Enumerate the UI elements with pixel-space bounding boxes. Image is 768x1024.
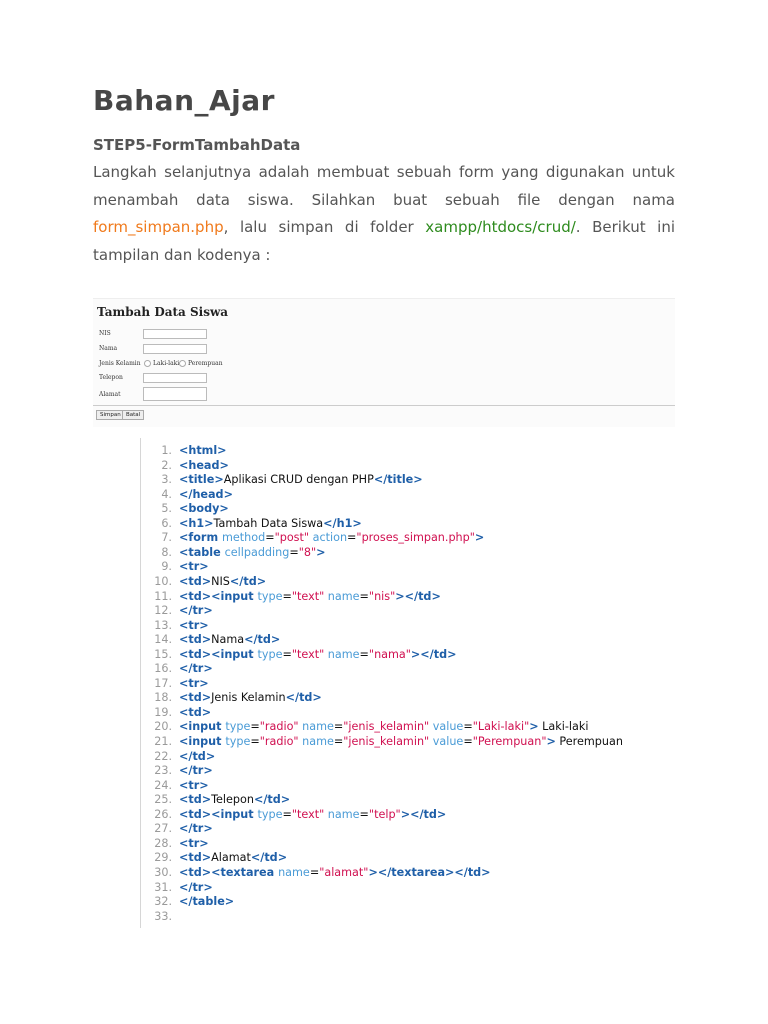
code-token-txt: =	[289, 545, 299, 559]
code-line	[141, 604, 213, 619]
code-token-tag: <td>	[179, 691, 212, 705]
code-line	[141, 764, 213, 779]
code-token-tag: <td><input	[179, 807, 258, 821]
code-line	[141, 459, 229, 474]
code-token-attr: value	[429, 720, 464, 734]
code-token-tag: </td>	[285, 691, 322, 705]
code-token-val: "proses_simpan.php"	[356, 531, 475, 545]
simpan-button: Simpan	[96, 410, 125, 420]
code-token-tag: </td>	[253, 793, 291, 807]
paragraph-text-1: Langkah selanjutnya adalah membuat sebuah form yang digunakan untuk menambah data siswa. Silahkan buat sebuah file dengan nama	[93, 163, 675, 209]
code-token-tag: <tr>	[179, 836, 209, 850]
code-token-txt: =	[359, 589, 369, 603]
code-token-val: "radio"	[259, 735, 299, 748]
code-token-txt: =	[265, 531, 275, 545]
code-token-txt: =	[309, 865, 320, 879]
code-token-tag: ></td>	[400, 807, 447, 821]
filename-highlight: form_simpan.php	[93, 218, 224, 236]
line-number: 3.	[161, 473, 172, 487]
code-token-tag: </head>	[179, 487, 233, 501]
code-token-tag: </td>	[250, 851, 288, 865]
code-line	[141, 546, 326, 561]
code-token-attr: action	[309, 531, 348, 545]
paragraph-text-3: . Berikut ini tampilan dan kodenya :	[93, 218, 675, 264]
line-number: 27.	[154, 822, 172, 836]
code-token-tag: <td><textarea	[179, 865, 279, 879]
telepon-input	[143, 373, 207, 383]
code-token-tag: <form	[179, 531, 222, 545]
line-number: 23.	[154, 764, 172, 778]
code-line	[141, 851, 287, 866]
code-line	[141, 488, 233, 503]
code-token-txt: =	[359, 647, 369, 661]
code-token-tag: <tr>	[179, 676, 209, 690]
code-token-txt: Alamat	[211, 851, 251, 865]
radio-label-perempuan: Perempuan	[188, 360, 223, 367]
code-line	[141, 502, 229, 517]
code-token-tag: </tr>	[179, 880, 213, 894]
code-token-attr: value	[429, 735, 464, 748]
code-token-attr: type	[257, 589, 283, 603]
code-token-tag: >	[529, 720, 539, 734]
label-nama: Nama	[99, 345, 118, 352]
code-token-tag: >	[316, 545, 326, 559]
code-line	[141, 779, 209, 794]
code-token-val: "text"	[291, 807, 325, 821]
code-token-tag: >	[546, 735, 556, 748]
code-token-tag: <head>	[179, 458, 229, 472]
line-number: 1.	[161, 444, 172, 457]
code-token-tag: <tr>	[179, 560, 209, 574]
code-token-tag: <td>	[179, 793, 212, 807]
line-number: 29.	[154, 851, 172, 865]
line-number: 17.	[154, 676, 172, 690]
code-token-txt: NIS	[211, 574, 230, 588]
label-alamat: Alamat	[99, 391, 121, 398]
code-token-tag: </tr>	[179, 604, 213, 618]
code-line	[141, 677, 209, 692]
code-token-val: "post"	[274, 531, 310, 545]
code-token-txt: =	[359, 807, 369, 821]
line-number: 11.	[154, 589, 172, 603]
line-number: 33.	[154, 909, 172, 923]
code-token-tag: <title>	[179, 473, 224, 487]
line-number: 14.	[154, 633, 172, 647]
code-token-txt: Telepon	[211, 793, 254, 807]
code-token-txt: =	[250, 720, 260, 734]
code-token-attr: name	[324, 589, 360, 603]
alamat-textarea	[143, 387, 207, 401]
code-token-attr: type	[257, 807, 283, 821]
code-line	[141, 895, 234, 910]
form-screenshot	[93, 298, 675, 427]
line-number: 4.	[161, 487, 172, 501]
code-line	[141, 720, 588, 735]
code-token-tag: <input	[179, 720, 226, 734]
code-line	[141, 444, 227, 459]
radio-laki-laki	[144, 360, 151, 367]
line-number: 8.	[161, 545, 172, 559]
code-line	[141, 575, 266, 590]
code-line	[141, 560, 209, 575]
code-token-val: "jenis_kelamin"	[343, 720, 430, 734]
line-number: 25.	[154, 793, 172, 807]
code-token-txt: =	[282, 647, 292, 661]
code-token-txt: Perempuan	[555, 735, 623, 748]
batal-button: Batal	[122, 410, 144, 420]
paragraph-text-2: , lalu simpan di folder	[223, 218, 426, 236]
code-token-val: "telp"	[368, 807, 401, 821]
code-token-tag: </tr>	[179, 662, 213, 676]
code-line	[141, 808, 446, 823]
code-token-txt: =	[282, 589, 292, 603]
page-title: Bahan_Ajar	[93, 84, 275, 117]
step-heading: STEP5-FormTambahData	[93, 136, 301, 154]
line-number: 21.	[154, 735, 172, 748]
code-token-attr: method	[222, 531, 266, 545]
code-token-tag: <td>	[179, 633, 212, 647]
nama-input	[143, 344, 207, 354]
code-token-tag: <td>	[179, 574, 212, 588]
code-token-tag: <h1>	[179, 516, 214, 530]
radio-label-laki-laki: Laki-laki	[153, 360, 180, 367]
code-token-tag: <input	[179, 735, 226, 748]
code-token-attr: name	[278, 865, 310, 879]
code-token-attr: name	[324, 807, 360, 821]
code-token-attr: type	[225, 735, 251, 748]
code-token-attr: type	[225, 720, 251, 734]
code-line	[141, 633, 280, 648]
code-token-attr: name	[298, 720, 334, 734]
line-number: 12.	[154, 604, 172, 618]
radio-perempuan	[179, 360, 186, 367]
code-token-tag: <table	[179, 545, 225, 559]
code-token-val: "nis"	[368, 589, 396, 603]
form-divider	[93, 405, 675, 406]
line-number: 32.	[154, 895, 172, 909]
line-number: 26.	[154, 807, 172, 821]
code-token-val: "text"	[291, 589, 325, 603]
code-token-txt: Tambah Data Siswa	[213, 516, 324, 530]
line-number: 19.	[154, 705, 172, 719]
code-token-val: "Perempuan"	[472, 735, 547, 748]
code-token-tag: </td>	[179, 749, 216, 763]
code-token-val: "alamat"	[319, 865, 369, 879]
code-token-attr: name	[298, 735, 334, 748]
code-token-tag: ></td>	[410, 647, 457, 661]
code-token-txt: =	[333, 735, 344, 748]
label-nis: NIS	[99, 330, 111, 337]
code-line	[141, 793, 290, 808]
code-line	[141, 691, 322, 706]
code-token-tag: <td><input	[179, 647, 258, 661]
line-number: 30.	[154, 865, 172, 879]
code-listing	[140, 438, 681, 928]
code-token-tag: ></textarea></td>	[368, 865, 491, 879]
code-token-txt: =	[250, 735, 260, 748]
code-token-txt: =	[333, 720, 344, 734]
code-line	[141, 662, 213, 677]
form-title: Tambah Data Siswa	[97, 305, 229, 319]
code-token-tag: <tr>	[179, 618, 209, 632]
code-token-tag: </td>	[244, 633, 281, 647]
code-token-tag: >	[474, 531, 485, 545]
code-token-tag: <td>	[179, 705, 212, 719]
code-line	[141, 750, 215, 765]
line-number: 20.	[154, 720, 172, 734]
code-token-tag: </td>	[229, 574, 267, 588]
line-number: 15.	[154, 647, 172, 661]
code-token-attr: cellpadding	[224, 545, 290, 559]
code-token-txt: =	[463, 720, 473, 734]
code-token-tag: </tr>	[179, 822, 213, 836]
intro-paragraph	[93, 159, 675, 269]
code-line	[141, 706, 211, 721]
line-number: 6.	[161, 516, 172, 530]
code-token-attr: type	[257, 647, 283, 661]
code-line	[141, 517, 362, 532]
code-token-tag: </table>	[179, 895, 235, 909]
code-token-txt: Jenis Kelamin	[211, 691, 286, 705]
code-token-txt: =	[463, 735, 473, 748]
line-number: 10.	[154, 574, 172, 588]
code-token-tag: ></td>	[395, 589, 441, 603]
code-line	[141, 619, 209, 634]
line-number: 7.	[161, 531, 172, 545]
line-number: 2.	[161, 458, 172, 472]
label-telepon: Telepon	[99, 374, 123, 381]
code-token-tag: <html>	[179, 444, 227, 457]
label-jenis-kelamin: Jenis Kelamin	[99, 360, 141, 367]
code-token-tag: <body>	[179, 502, 229, 516]
code-token-txt: Laki-laki	[538, 720, 589, 734]
code-line	[141, 590, 441, 605]
line-number: 13.	[154, 618, 172, 632]
line-number: 22.	[154, 749, 172, 763]
line-number: 18.	[154, 691, 172, 705]
code-token-txt: =	[347, 531, 357, 545]
line-number: 24.	[154, 778, 172, 792]
code-token-attr: name	[324, 647, 360, 661]
code-token-tag: <td>	[179, 851, 212, 865]
code-line	[141, 866, 491, 881]
code-token-val: "jenis_kelamin"	[343, 735, 430, 748]
code-line	[141, 531, 484, 546]
code-token-tag: </tr>	[179, 764, 213, 778]
code-line	[141, 473, 423, 488]
nis-input	[143, 329, 207, 339]
code-token-tag: </title>	[373, 473, 423, 487]
line-number: 5.	[161, 502, 172, 516]
code-line	[141, 648, 457, 663]
code-line	[141, 910, 179, 925]
line-number: 31.	[154, 880, 172, 894]
code-token-val: "radio"	[259, 720, 299, 734]
code-token-tag: <td><input	[179, 589, 258, 603]
code-token-txt: =	[282, 807, 292, 821]
code-token-tag: </h1>	[323, 516, 362, 530]
code-line	[141, 822, 213, 837]
code-token-txt: Nama	[211, 633, 245, 647]
code-token-val: "8"	[298, 545, 317, 559]
code-token-val: "nama"	[368, 647, 411, 661]
code-line	[141, 735, 623, 750]
line-number: 16.	[154, 662, 172, 676]
code-token-txt: Aplikasi CRUD dengan PHP	[223, 473, 374, 487]
code-line	[141, 837, 209, 852]
code-token-val: "Laki-laki"	[472, 720, 530, 734]
code-line	[141, 881, 213, 896]
code-token-val: "text"	[291, 647, 325, 661]
folder-highlight: xampp/htdocs/crud/	[425, 218, 576, 236]
line-number: 28.	[154, 836, 172, 850]
line-number: 9.	[161, 560, 172, 574]
code-token-tag: <tr>	[179, 778, 209, 792]
